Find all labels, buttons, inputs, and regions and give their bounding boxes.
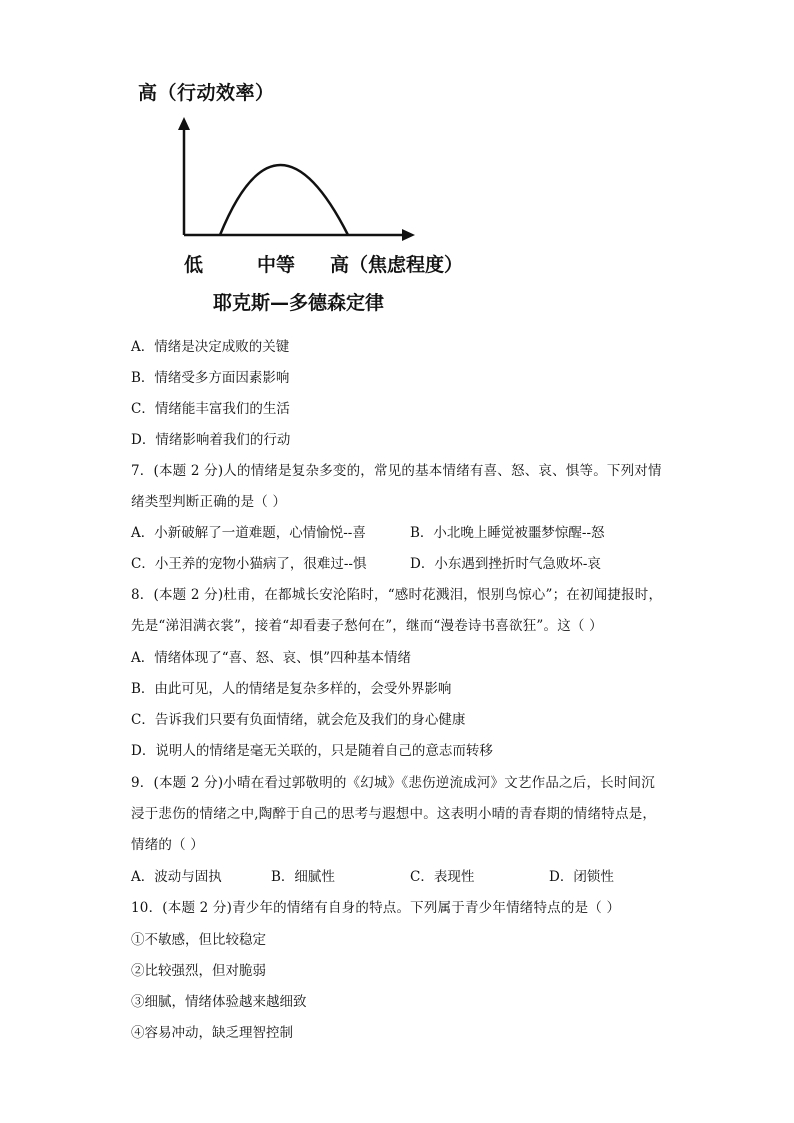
- q9-option-a: A．波动与固执: [131, 869, 222, 885]
- q8-stem-line2: 先是“涕泪满衣裳”，接着“却看妻子愁何在”，继而“漫卷诗书喜欲狂”。这（ ）: [131, 618, 603, 634]
- q10-item-2: ②比较强烈，但对脆弱: [131, 963, 266, 979]
- q10-stem: 10．(本题 2 分)青少年的情绪有自身的特点。下列属于青少年情绪特点的是（ ）: [131, 900, 621, 916]
- y-axis-arrow: [178, 117, 190, 130]
- q10-item-3: ③细腻，情绪体验越来越细致: [131, 994, 307, 1010]
- q8-option-c: C．告诉我们只要有负面情绪，就会危及我们的身心健康: [131, 712, 466, 728]
- q6-option-c: C．情绪能丰富我们的生活: [131, 401, 290, 417]
- q6-option-a: A．情绪是决定成败的关键: [131, 339, 290, 355]
- x-axis-arrow: [402, 229, 415, 241]
- x-tick-low: 低: [184, 254, 204, 276]
- q7-stem-line1: 7．(本题 2 分)人的情绪是复杂多变的，常见的基本情绪有喜、怒、哀、惧等。下列对情: [131, 463, 662, 479]
- q10-item-1: ①不敏感，但比较稳定: [131, 932, 266, 948]
- q7-option-d: D．小东遇到挫折时气急败坏-哀: [410, 556, 601, 572]
- figure-y-label: 高（行动效率）: [138, 82, 275, 104]
- figure-caption: 耶克斯—多德森定律: [213, 292, 385, 314]
- q9-option-c: C．表现性: [410, 869, 475, 885]
- q9-stem-line1: 9．(本题 2 分)小晴在看过郭敬明的《幻城》《悲伤逆流成河》文艺作品之后，长时间沉: [131, 775, 655, 791]
- q6-option-b: B．情绪受多方面因素影响: [131, 370, 290, 386]
- x-tick-high: 高（焦虑程度）: [330, 254, 464, 276]
- q8-stem-line1: 8．(本题 2 分)杜甫，在都城长安沦陷时，“感时花溅泪，恨别鸟惊心”；在初闻捷报时，: [131, 587, 663, 603]
- q8-option-a: A．情绪体现了“喜、怒、哀、惧”四种基本情绪: [131, 650, 412, 666]
- q9-option-b: B．细腻性: [271, 869, 335, 885]
- figure-curve-svg: [130, 70, 490, 320]
- q8-option-d: D．说明人的情绪是毫无关联的，只是随着自己的意志而转移: [131, 743, 493, 759]
- q7-option-c: C．小王养的宠物小猫病了，很难过--惧: [131, 556, 367, 572]
- q9-option-d: D．闭锁性: [549, 869, 614, 885]
- q7-option-a: A．小新破解了一道难题，心情愉悦--喜: [131, 525, 366, 541]
- x-tick-mid: 中等: [257, 254, 296, 276]
- q7-option-b: B．小北晚上睡觉被噩梦惊醒--怒: [410, 525, 605, 541]
- q7-stem-line2: 绪类型判断正确的是（ ）: [131, 494, 287, 510]
- q8-option-b: B．由此可见，人的情绪是复杂多样的，会受外界影响: [131, 681, 452, 697]
- yerkes-dodson-figure: [130, 70, 490, 320]
- q9-stem-line3: 情绪的（ ）: [131, 837, 204, 853]
- inverted-u-curve: [220, 165, 348, 235]
- q10-item-4: ④容易冲动，缺乏理智控制: [131, 1025, 293, 1041]
- q9-stem-line2: 浸于悲伤的情绪之中,陶醉于自己的思考与遐想中。这表明小晴的青春期的情绪特点是，: [131, 806, 657, 822]
- q6-option-d: D．情绪影响着我们的行动: [131, 432, 291, 448]
